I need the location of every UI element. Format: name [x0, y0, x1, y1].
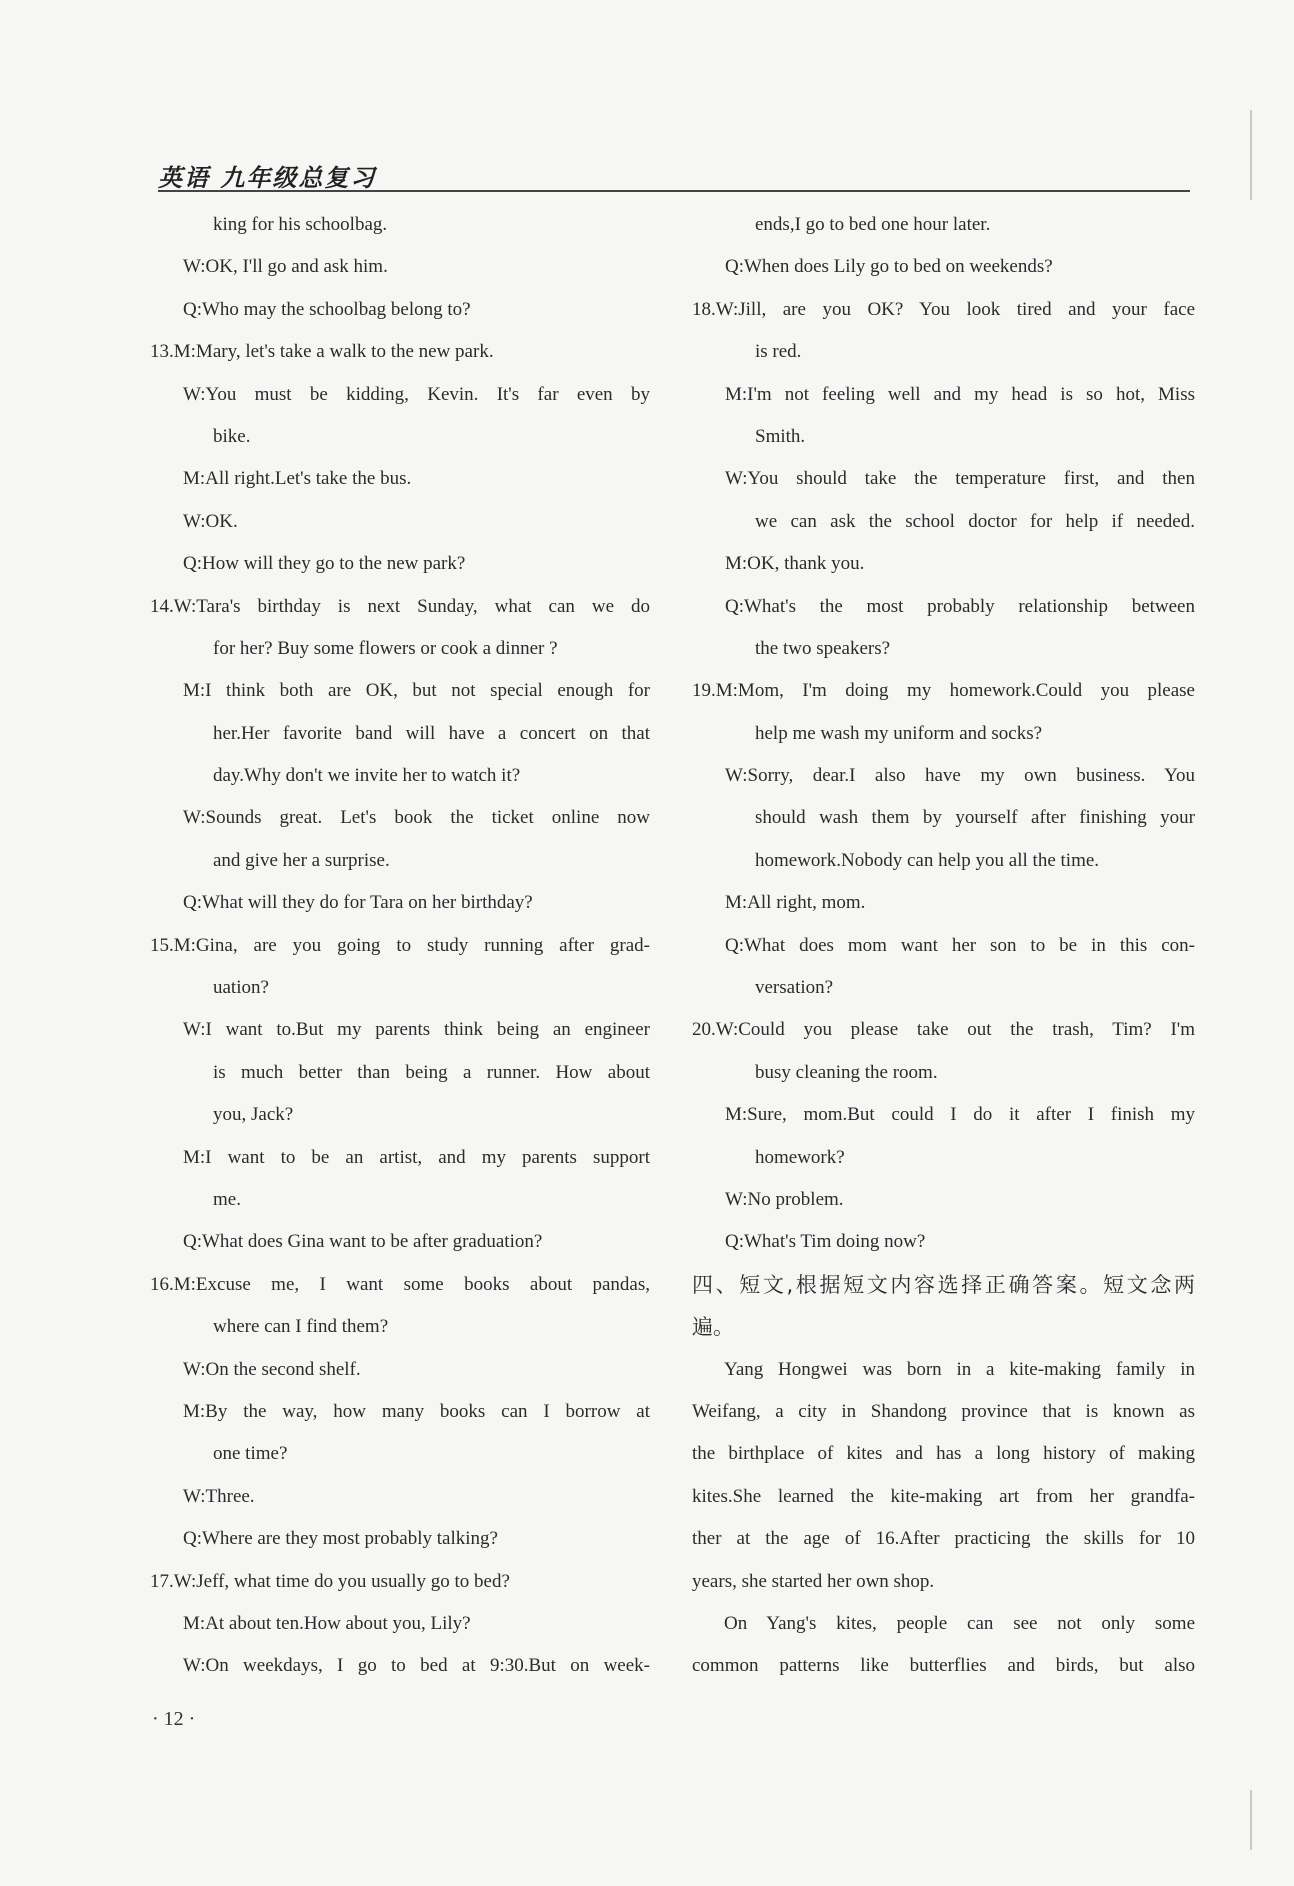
text-line: 15.M:Gina, are you going to study running after grad-	[150, 934, 650, 956]
text-line: M:OK, thank you.	[725, 553, 865, 575]
text-line: Weifang, a city in Shandong province that is known as	[692, 1400, 1195, 1422]
text-line: me.	[213, 1188, 241, 1210]
page-header	[158, 158, 1190, 190]
header-title: 英语 九年级总复习	[158, 163, 377, 192]
text-line: W:OK, I'll go and ask him.	[183, 256, 388, 278]
text-line: her.Her favorite band will have a concert on that	[213, 722, 650, 744]
text-line: Q:Who may the schoolbag belong to?	[183, 298, 471, 320]
left-column	[150, 204, 650, 1688]
text-line: W:Sounds great. Let's book the ticket online now	[183, 807, 650, 829]
text-line: Q:What's the most probably relationship between	[725, 595, 1195, 617]
text-line: the two speakers?	[755, 637, 891, 659]
text-line: 遍。	[692, 1315, 734, 1340]
text-line: is much better than being a runner. How about	[213, 1061, 650, 1083]
text-line: where can I find them?	[213, 1316, 389, 1338]
text-line: homework?	[755, 1146, 845, 1168]
text-line: versation?	[755, 977, 834, 999]
scan-edge-mark	[1250, 110, 1252, 200]
text-line: Q:What will they do for Tara on her birthday?	[183, 892, 533, 914]
text-line: ends,I go to bed one hour later.	[755, 214, 991, 235]
text-line: M:All right, mom.	[725, 892, 866, 914]
text-line: 19.M:Mom, I'm doing my homework.Could you please	[692, 680, 1195, 702]
text-line: kites.She learned the kite-making art from her grandfa-	[692, 1485, 1195, 1507]
text-line: Q:What does mom want her son to be in this con-	[725, 934, 1195, 956]
text-line: the birthplace of kites and has a long history of making	[692, 1443, 1195, 1465]
text-line: W:You must be kidding, Kevin. It's far even by	[183, 383, 650, 405]
text-line: M:By the way, how many books can I borrow at	[183, 1400, 650, 1422]
text-line: should wash them by yourself after finishing your	[755, 807, 1195, 829]
text-line: Yang Hongwei was born in a kite-making family in	[724, 1358, 1195, 1380]
text-line: M:All right.Let's take the bus.	[183, 468, 412, 490]
text-line: help me wash my uniform and socks?	[755, 722, 1043, 744]
right-column	[692, 204, 1195, 1688]
text-line: homework.Nobody can help you all the time.	[755, 849, 1100, 871]
text-line: one time?	[213, 1443, 288, 1465]
text-line: M:At about ten.How about you, Lily?	[183, 1612, 471, 1634]
text-line: W:Three.	[183, 1485, 255, 1507]
text-line: W:OK.	[183, 510, 238, 532]
text-line: and give her a surprise.	[213, 849, 390, 871]
text-line: W:I want to.But my parents think being an engineer	[183, 1019, 650, 1041]
text-line: busy cleaning the room.	[755, 1061, 938, 1083]
text-line: for her? Buy some flowers or cook a dinner ?	[213, 637, 558, 659]
text-line: Q:How will they go to the new park?	[183, 553, 466, 575]
text-line: W:On weekdays, I go to bed at 9:30.But on week-	[183, 1655, 650, 1677]
text-line: Q:When does Lily go to bed on weekends?	[725, 256, 1053, 278]
text-line: 四、短文,根据短文内容选择正确答案。短文念两	[692, 1272, 1195, 1297]
text-line: you, Jack?	[213, 1104, 294, 1126]
text-line: W:You should take the temperature first, and then	[725, 468, 1195, 490]
text-line: On Yang's kites, people can see not only some	[724, 1612, 1195, 1634]
page-number: · 12 ·	[152, 1708, 196, 1730]
text-line: 20.W:Could you please take out the trash, Tim? I'm	[692, 1019, 1195, 1041]
text-line: uation?	[213, 977, 269, 999]
text-line: bike.	[213, 425, 251, 447]
text-line: 13.M:Mary, let's take a walk to the new park.	[150, 341, 494, 363]
text-line: 17.W:Jeff, what time do you usually go to bed?	[150, 1570, 510, 1592]
header-rule	[158, 190, 1190, 192]
text-line: M:Sure, mom.But could I do it after I finish my	[725, 1104, 1195, 1126]
text-line: Q:What's Tim doing now?	[725, 1231, 926, 1253]
text-line: 18.W:Jill, are you OK? You look tired and your face	[692, 298, 1195, 320]
text-line: M:I'm not feeling well and my head is so hot, Miss	[725, 383, 1195, 405]
text-line: Smith.	[755, 425, 806, 447]
text-line: W:Sorry, dear.I also have my own business. You	[725, 765, 1195, 787]
text-line: common patterns like butterflies and birds, but also	[692, 1655, 1195, 1677]
text-line: day.Why don't we invite her to watch it?	[213, 765, 521, 787]
text-line: W:No problem.	[725, 1188, 844, 1210]
text-line: 14.W:Tara's birthday is next Sunday, what can we do	[150, 595, 650, 617]
scan-edge-mark	[1250, 1790, 1252, 1850]
text-line: is red.	[755, 341, 802, 363]
text-line: M:I want to be an artist, and my parents support	[183, 1146, 650, 1168]
text-line: ther at the age of 16.After practicing the skills for 10	[692, 1528, 1195, 1550]
text-line: we can ask the school doctor for help if needed.	[755, 510, 1195, 532]
text-line: M:I think both are OK, but not special enough for	[183, 680, 650, 702]
text-line: years, she started her own shop.	[692, 1570, 935, 1592]
text-line: Q:What does Gina want to be after graduation?	[183, 1231, 543, 1253]
text-line: 16.M:Excuse me, I want some books about pandas,	[150, 1273, 650, 1295]
text-line: W:On the second shelf.	[183, 1358, 361, 1380]
text-line: king for his schoolbag.	[213, 214, 388, 235]
text-line: Q:Where are they most probably talking?	[183, 1528, 498, 1550]
